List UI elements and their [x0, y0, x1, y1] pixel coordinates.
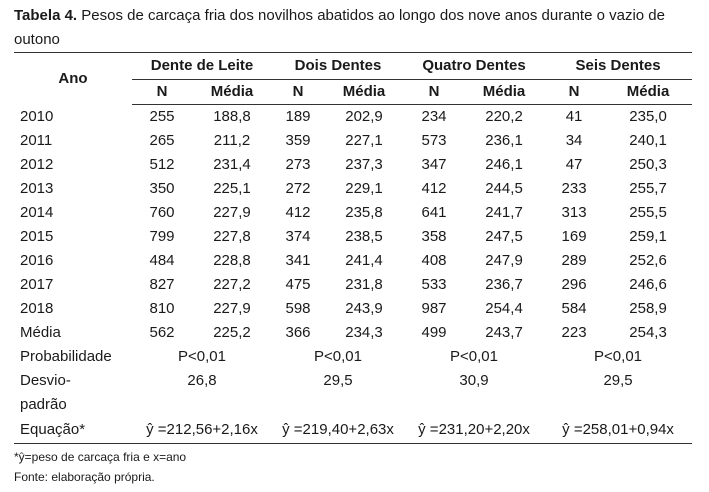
subheader-media: Média — [464, 80, 544, 105]
table-row — [14, 297, 692, 321]
table-row — [14, 129, 692, 153]
table-cell: 26,8 — [187, 372, 217, 389]
row-label: padrão — [20, 396, 67, 413]
table-cell: 225,1 — [213, 180, 251, 197]
table-cell: 223 — [561, 324, 587, 341]
table-cell: 475 — [285, 276, 311, 293]
group-dente-de-leite: Dente de Leite — [132, 53, 272, 80]
table-cell: 241,7 — [485, 204, 523, 221]
table-cell: 188,8 — [213, 108, 251, 125]
table-caption — [14, 4, 694, 52]
table-cell: 247,9 — [485, 252, 523, 269]
row-label: 2010 — [20, 107, 54, 125]
table-cell: 189 — [285, 108, 311, 125]
table-cell: 234 — [421, 108, 447, 125]
table-cell: 259,1 — [629, 228, 667, 245]
table-cell: 227,2 — [213, 276, 251, 293]
table-cell: P<0,01 — [178, 348, 226, 365]
carcass-weight-table — [14, 52, 692, 444]
row-label: Equação* — [14, 417, 132, 444]
subheader-n: N — [404, 80, 464, 105]
table-cell: 202,9 — [345, 108, 383, 125]
table-cell: 29,5 — [323, 372, 353, 389]
row-label: Probabilidade — [20, 348, 112, 365]
table-cell: 827 — [149, 276, 175, 293]
row-label: Média — [20, 324, 61, 341]
table-cell: 29,5 — [603, 372, 633, 389]
table-cell: 987 — [421, 300, 447, 317]
table-cell: P<0,01 — [450, 348, 498, 365]
footnote-equation: *ŷ=peso de carcaça fria e x=ano — [14, 450, 187, 464]
table-cell: 30,9 — [459, 372, 489, 389]
table-cell: P<0,01 — [594, 348, 643, 365]
table-cell: 562 — [149, 324, 175, 341]
table-cell: 810 — [149, 300, 175, 317]
table-row — [14, 273, 692, 297]
row-label: 2016 — [20, 252, 54, 269]
table-cell: 241,4 — [345, 252, 383, 269]
caption-text: Pesos de carcaça fria dos novilhos abatidos ao longo dos nove anos durante o vazio de outono — [14, 7, 665, 48]
table-cell: 228,8 — [213, 252, 251, 269]
table-cell: 641 — [421, 204, 447, 221]
table-row — [14, 105, 692, 130]
table-summary — [14, 345, 692, 444]
table-cell: 47 — [565, 156, 583, 173]
table-cell: 211,2 — [213, 132, 251, 149]
table-cell: 243,7 — [485, 324, 523, 341]
table-cell: 250,3 — [629, 156, 667, 173]
table-row — [14, 201, 692, 225]
subheader-n: N — [132, 80, 192, 105]
desvio-row — [14, 369, 692, 393]
table-cell: 573 — [421, 132, 447, 149]
table-cell: 235,0 — [629, 108, 667, 125]
table-cell: 512 — [149, 156, 175, 173]
group-quatro-dentes: Quatro Dentes — [404, 53, 544, 80]
table-cell: 236,1 — [485, 132, 523, 149]
table-cell: 238,5 — [345, 228, 383, 245]
table-cell: 412 — [285, 204, 311, 221]
table-cell: 225,2 — [213, 324, 251, 341]
row-label: 2018 — [20, 300, 54, 317]
table-row — [14, 321, 692, 345]
table-cell: P<0,01 — [314, 348, 362, 365]
table-cell: 240,1 — [629, 132, 667, 149]
table-cell: 247,5 — [485, 228, 523, 245]
table-cell: 220,2 — [485, 108, 523, 125]
row-label: 2012 — [20, 156, 54, 173]
table-cell: ŷ =231,20+2,20x — [404, 417, 544, 444]
table-cell: 227,9 — [213, 204, 251, 221]
table-cell: 237,3 — [345, 156, 383, 173]
table-cell: 246,6 — [629, 276, 667, 293]
equacao-row — [14, 417, 692, 444]
desvio-row-cont — [14, 393, 692, 417]
table-row — [14, 225, 692, 249]
table-cell: 598 — [285, 300, 311, 317]
table-cell: 252,6 — [629, 252, 667, 269]
table-cell: 296 — [561, 276, 587, 293]
table-cell: 408 — [421, 252, 447, 269]
table-cell: 358 — [421, 228, 447, 245]
table-cell: 347 — [421, 156, 447, 173]
table-cell: 243,9 — [345, 300, 383, 317]
table-cell: 236,7 — [485, 276, 523, 293]
table-cell: 227,8 — [213, 228, 251, 245]
table-cell: 254,3 — [629, 324, 667, 341]
table-cell: 246,1 — [485, 156, 523, 173]
table-body — [14, 105, 692, 346]
row-label: 2011 — [20, 132, 53, 149]
table-cell: 289 — [561, 252, 587, 269]
table-cell: 374 — [285, 228, 311, 245]
caption-label: Tabela 4. — [14, 7, 78, 24]
table-cell: 273 — [285, 156, 311, 173]
table-cell: 584 — [561, 300, 587, 317]
table-cell: 412 — [421, 180, 447, 197]
row-label: 2015 — [20, 228, 54, 245]
table-cell: 231,4 — [213, 156, 251, 173]
table-row — [14, 177, 692, 201]
table-cell: 255,7 — [629, 180, 667, 197]
table-cell: 41 — [565, 108, 583, 125]
subheader-n: N — [272, 80, 324, 105]
table-cell: 233 — [561, 180, 587, 197]
table-cell: 255 — [149, 108, 175, 125]
table-cell: 229,1 — [345, 180, 383, 197]
header-ano: Ano — [14, 53, 132, 105]
table-cell: 244,5 — [485, 180, 523, 197]
table-cell: 227,1 — [345, 132, 383, 149]
table-cell: 265 — [149, 132, 175, 149]
table-cell: 258,9 — [629, 300, 667, 317]
table-cell: 799 — [149, 228, 175, 245]
table-cell: 350 — [149, 180, 175, 197]
table-cell: 272 — [285, 180, 311, 197]
table-cell: 169 — [561, 228, 587, 245]
footnote-source: Fonte: elaboração própria. — [14, 470, 155, 484]
subheader-media: Média — [604, 80, 692, 105]
table-cell: 227,9 — [213, 300, 251, 317]
row-label: 2017 — [20, 276, 54, 293]
table-row — [14, 249, 692, 273]
table-row — [14, 153, 692, 177]
table-cell: 34 — [565, 132, 583, 149]
subheader-n: N — [544, 80, 604, 105]
table-cell: 255,5 — [629, 204, 667, 221]
table-cell: 313 — [561, 204, 587, 221]
table-cell: 341 — [285, 252, 311, 269]
group-dois-dentes: Dois Dentes — [272, 53, 404, 80]
table-cell: 499 — [421, 324, 447, 341]
group-seis-dentes: Seis Dentes — [544, 53, 692, 80]
row-label: 2014 — [20, 204, 54, 221]
table-cell: 484 — [149, 252, 175, 269]
table-cell: 533 — [421, 276, 447, 293]
row-label: Desvio- — [20, 372, 71, 389]
table-cell: 366 — [285, 324, 311, 341]
subheader-media: Média — [324, 80, 404, 105]
table-cell: 234,3 — [345, 324, 383, 341]
table-cell: 359 — [285, 132, 311, 149]
row-label: 2013 — [20, 180, 54, 197]
subheader-media: Média — [192, 80, 272, 105]
table-cell: ŷ =212,56+2,16x — [132, 417, 272, 444]
table-cell: 231,8 — [345, 276, 383, 293]
table-cell: ŷ =258,01+0,94x — [544, 417, 692, 444]
table-cell: 254,4 — [485, 300, 523, 317]
table-cell: 235,8 — [345, 204, 383, 221]
table-cell: 760 — [149, 204, 175, 221]
table-cell: ŷ =219,40+2,63x — [272, 417, 404, 444]
probabilidade-row — [14, 345, 692, 369]
